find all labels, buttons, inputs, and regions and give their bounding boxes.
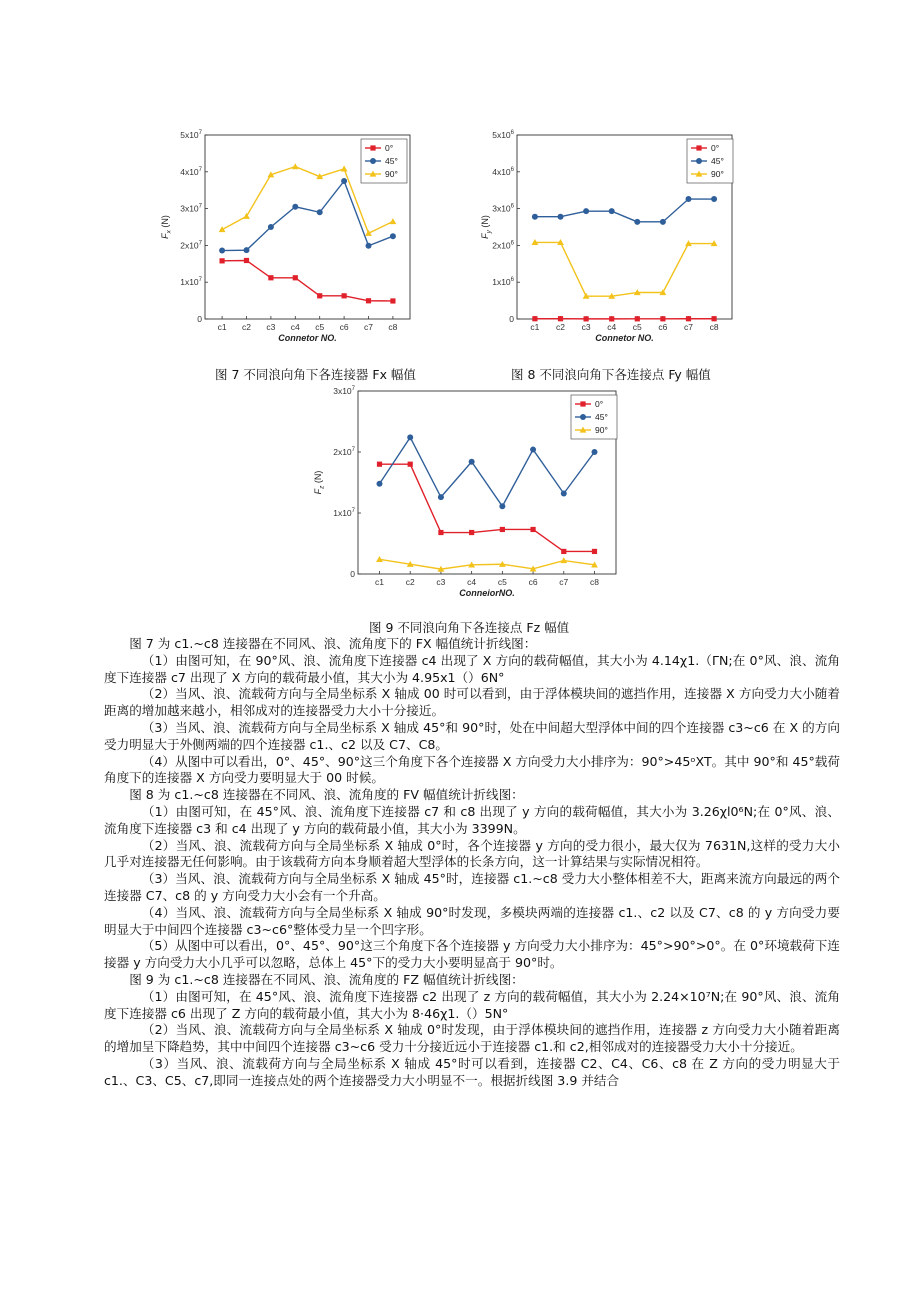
y-tick-label: $3x10^7$ (180, 203, 202, 214)
ylabel-unit: (N) (313, 470, 323, 486)
data-point (377, 462, 382, 467)
y-tick-label: $5x10^7$ (180, 130, 202, 140)
data-point (390, 298, 395, 303)
legend-label: 45° (595, 412, 608, 422)
ylabel-unit: (N) (160, 215, 170, 231)
legend-marker (580, 414, 586, 420)
data-point (292, 163, 299, 169)
data-point (366, 243, 372, 249)
figure-8-caption: 图 8 不同浪向角下各连接点 Fy 幅值 (511, 367, 711, 382)
ylabel-unit: (N) (480, 215, 490, 231)
data-point (686, 316, 691, 321)
data-point (292, 204, 298, 210)
y-axis-label: $F_x$ (N) (160, 215, 173, 239)
data-point (341, 165, 348, 171)
tick-exponent: 7 (351, 508, 355, 514)
tick-exponent: 7 (351, 447, 355, 453)
data-point (268, 224, 274, 230)
x-tick-label: c5 (315, 322, 325, 332)
legend-label: 0° (385, 143, 394, 153)
data-point (561, 549, 566, 554)
data-point (583, 208, 589, 214)
y-tick-label: $4x10^6$ (492, 166, 514, 177)
data-point (660, 219, 666, 225)
fy-chart (480, 126, 742, 354)
data-point (366, 298, 371, 303)
y-tick-label: $3x10^7$ (333, 386, 355, 396)
tick-exponent: 7 (198, 277, 202, 284)
data-point (711, 196, 717, 202)
paragraph: （1）由图可知，在 45°风、浪、流角度下连接器 c2 出现了 z 方向的载荷幅值，其大小为 2.24×10⁷N;在 90°风、浪、流角度下连接器 c6 出现了 Z 方向的载荷最小值，其大小为 8·46χ1.（）5N° (104, 988, 840, 1021)
data-point (408, 462, 413, 467)
data-point (558, 214, 564, 220)
data-point (469, 530, 474, 535)
data-point (390, 218, 397, 224)
legend-label: 45° (385, 156, 398, 166)
tick-exponent: 6 (510, 240, 514, 247)
data-point (268, 275, 273, 280)
paragraph: （4）从图中可以看出，0°、45°、90°这三个角度下各个连接器 X 方向受力大小排序为：90°>45ᵒXT。其中 90°和 45°载荷角度下的连接器 X 方向受力要明显大于 00 时候。 (104, 753, 840, 786)
tick-exponent: 7 (198, 166, 202, 173)
ylabel-subscript: z (318, 485, 326, 489)
data-point (219, 248, 225, 254)
x-tick-label: c1 (530, 322, 540, 332)
y-tick-label: $2x10^6$ (492, 240, 514, 251)
x-axis-label: Connetor NO. (595, 333, 654, 343)
data-point (532, 214, 538, 220)
data-point (660, 316, 665, 321)
x-tick-label: c7 (559, 577, 569, 587)
x-tick-label: c7 (683, 322, 693, 332)
data-point (438, 530, 443, 535)
series-line-2 (535, 242, 714, 296)
figure-9-caption: 图 9 不同浪向角下各连接点 Fz 幅值 (369, 620, 570, 635)
data-point (317, 293, 322, 298)
data-point (219, 226, 226, 232)
x-tick-label: c3 (266, 322, 276, 332)
legend-marker (370, 145, 375, 150)
tick-exponent: 7 (351, 386, 355, 392)
data-point (317, 209, 323, 215)
data-point (592, 549, 597, 554)
y-tick-label: $2x10^7$ (333, 447, 355, 457)
legend-label: 90° (385, 169, 398, 179)
legend-marker (580, 401, 585, 406)
tick-exponent: 7 (198, 203, 202, 210)
data-point (711, 316, 716, 321)
paragraph: （5）从图中可以看出，0°、45°、90°这三个角度下各个连接器 y 方向受力大小排序为：45°>90°>0°。在 0°环境载荷下连接器 y 方向受力大小几乎可以忽略，总体上 45°下的受力大小要明显高于 90°时。 (104, 938, 840, 971)
data-point (530, 447, 536, 453)
y-tick-label: 0 (197, 314, 202, 324)
data-point (244, 258, 249, 263)
paragraph: （1）由图可知，在 45°风、浪、流角度下连接器 c7 和 c8 出现了 y 方向的载荷幅值，其大小为 3.26χl0⁶N;在 0°风、浪、流角度下连接器 c3 和 c4 出现了 y 方向的载荷最小值，其大小为 3399N。 (104, 803, 840, 836)
legend-label: 0° (595, 399, 604, 409)
data-point (390, 233, 396, 239)
x-tick-label: c3 (436, 577, 446, 587)
y-tick-label: 0 (350, 569, 355, 579)
x-tick-label: c2 (241, 322, 251, 332)
data-point (499, 503, 505, 509)
data-point (219, 258, 224, 263)
tick-exponent: 6 (510, 130, 514, 136)
y-tick-label: $1x10^7$ (333, 508, 355, 518)
data-point (377, 481, 383, 487)
x-tick-label: c7 (364, 322, 374, 332)
paragraph: （4）当风、浪、流载荷方向与全局坐标系 X 轴成 90°时发现，多模块两端的连接器 c1.、c2 以及 C7、c8 的 y 方向受力要明显大于中间四个连接器 c3~c6°整体受力呈一个凹字形。 (104, 904, 840, 937)
x-tick-label: c8 (388, 322, 398, 332)
data-point (561, 490, 567, 496)
x-tick-label: c3 (581, 322, 591, 332)
series-line-0 (380, 464, 595, 551)
data-point (530, 527, 535, 532)
data-point (634, 219, 640, 225)
y-tick-label: $3x10^6$ (492, 203, 514, 214)
data-point (609, 316, 614, 321)
x-tick-label: c6 (658, 322, 668, 332)
y-tick-label: $2x10^7$ (180, 240, 202, 251)
fx-chart (158, 126, 420, 354)
y-tick-label: $4x10^7$ (180, 166, 202, 177)
y-tick-label: 0 (509, 314, 514, 324)
x-tick-label: c4 (467, 577, 477, 587)
data-point (341, 178, 347, 184)
legend-label: 45° (711, 156, 724, 166)
tick-exponent: 6 (510, 203, 514, 210)
figure-7-caption: 图 7 不同浪向角下各连接器 Fx 幅值 (215, 367, 416, 382)
legend-marker (696, 158, 702, 164)
data-point (500, 527, 505, 532)
x-tick-label: c5 (632, 322, 642, 332)
data-point (609, 208, 615, 214)
data-point (293, 275, 298, 280)
x-tick-label: c6 (528, 577, 538, 587)
y-axis-label: $F_z$ (N) (313, 470, 326, 495)
data-point (469, 459, 475, 465)
paragraph: （3）当风、浪、流载荷方向与全局坐标系 X 轴成 45°时可以看到，连接器 C2、C4、C6、c8 在 Z 方向的受力明显大于 c1.、C3、C5、c7,即同一连接点处的两个连接器受力大小明显不一。根据折线图 3.9 并结合 (104, 1055, 840, 1088)
data-point (376, 556, 383, 562)
x-tick-label: c1 (375, 577, 384, 587)
x-axis-label: Connetor NO. (278, 333, 337, 343)
data-point (243, 247, 249, 253)
x-axis-label: ConneiorNO. (459, 588, 515, 598)
data-point (635, 316, 640, 321)
data-point (438, 494, 444, 500)
x-tick-label: c2 (556, 322, 566, 332)
paragraph: 图 8 为 c1.~c8 连接器在不同风、浪、流角度的 FV 幅值统计折线图： (129, 787, 524, 803)
paragraph: （3）当风、浪、流载荷方向与全局坐标系 X 轴成 45°和 90°时，处在中间超大型浮体中间的四个连接器 c3~c6 在 X 的方向受力明显大于外侧两端的四个连接器 c1.、c2 以及 C7、C8。 (104, 719, 840, 752)
tick-exponent: 6 (510, 277, 514, 284)
x-tick-label: c5 (497, 577, 507, 587)
legend-marker (370, 158, 376, 164)
data-point (560, 557, 567, 563)
legend-label: 90° (595, 425, 608, 435)
y-tick-label: $1x10^7$ (180, 277, 202, 288)
tick-exponent: 7 (198, 240, 202, 247)
x-tick-label: c1 (217, 322, 227, 332)
data-point (243, 213, 250, 219)
legend-label: 90° (711, 169, 724, 179)
data-point (407, 434, 413, 440)
ylabel-subscript: y (485, 230, 493, 234)
data-point (685, 196, 691, 202)
y-tick-label: $5x10^6$ (492, 130, 514, 140)
x-tick-label: c4 (290, 322, 300, 332)
data-point (592, 449, 598, 455)
paragraph: （2）当风、浪、流载荷方向与全局坐标系 X 轴成 0°时，各个连接器 y 方向的受力很小，最大仅为 7631N,这样的受力大小几乎对连接器无任何影响。由于该载荷方向本身顺着超大型浮体的长条方向，这一计算结果与实际情况相符。 (104, 837, 840, 870)
tick-exponent: 7 (198, 130, 202, 136)
paragraph: （3）当风、浪、流载荷方向与全局坐标系 X 轴成 45°时，连接器 c1.~c8 受力大小整体相差不大，距离来流方向最远的两个连接器 C7、c8 的 y 方向受力大小会有一个升高。 (104, 871, 840, 903)
x-tick-label: c8 (590, 577, 599, 587)
data-point (558, 316, 563, 321)
body-text (104, 636, 840, 1090)
x-tick-label: c8 (709, 322, 719, 332)
data-point (584, 316, 589, 321)
paragraph: 图 9 为 c1.~c8 连接器在不同风、浪、流角度的 FZ 幅值统计折线图： (129, 971, 524, 987)
fz-chart (310, 383, 620, 605)
y-axis-label: $F_y$ (N) (480, 215, 493, 239)
paragraph: 图 7 为 c1.~c8 连接器在不同风、浪、流角度下的 FX 幅值统计折线图： (129, 636, 537, 651)
paragraph: （1）由图可知，在 90°风、浪、流角度下连接器 c4 出现了 X 方向的载荷幅值，其大小为 4.14χ1.（ΓN;在 0°风、浪、流角度下连接器 c7 出现了 X 方向的载荷最小值，其大小为 4.95x1（）6N° (104, 652, 840, 685)
legend-label: 0° (711, 143, 720, 153)
x-tick-label: c2 (405, 577, 415, 587)
x-tick-label: c4 (607, 322, 617, 332)
paragraph: （2）当风、浪、流载荷方向与全局坐标系 X 轴成 00 时可以看到，由于浮体模块间的遮挡作用，连接器 X 方向受力大小随着距离的增加越来越小，相邻成对的连接器受力大小十分接近。 (104, 686, 840, 719)
y-tick-label: $1x10^6$ (492, 277, 514, 288)
data-point (532, 316, 537, 321)
paragraph: （2）当风、浪、流载荷方向与全局坐标系 X 轴成 0°时发现，由于浮体模块间的遮挡作用，连接器 z 方向受力大小随着距离的增加呈下降趋势，其中中间四个连接器 c3~c6 受力十分接近远小于连接器 c1.和 c2,相邻成对的连接器受力大小十分接近。 (104, 1022, 840, 1055)
series-line-0 (222, 260, 393, 300)
tick-exponent: 6 (510, 166, 514, 173)
legend-marker (696, 145, 701, 150)
data-point (342, 293, 347, 298)
ylabel-subscript: x (165, 230, 173, 234)
x-tick-label: c6 (339, 322, 349, 332)
